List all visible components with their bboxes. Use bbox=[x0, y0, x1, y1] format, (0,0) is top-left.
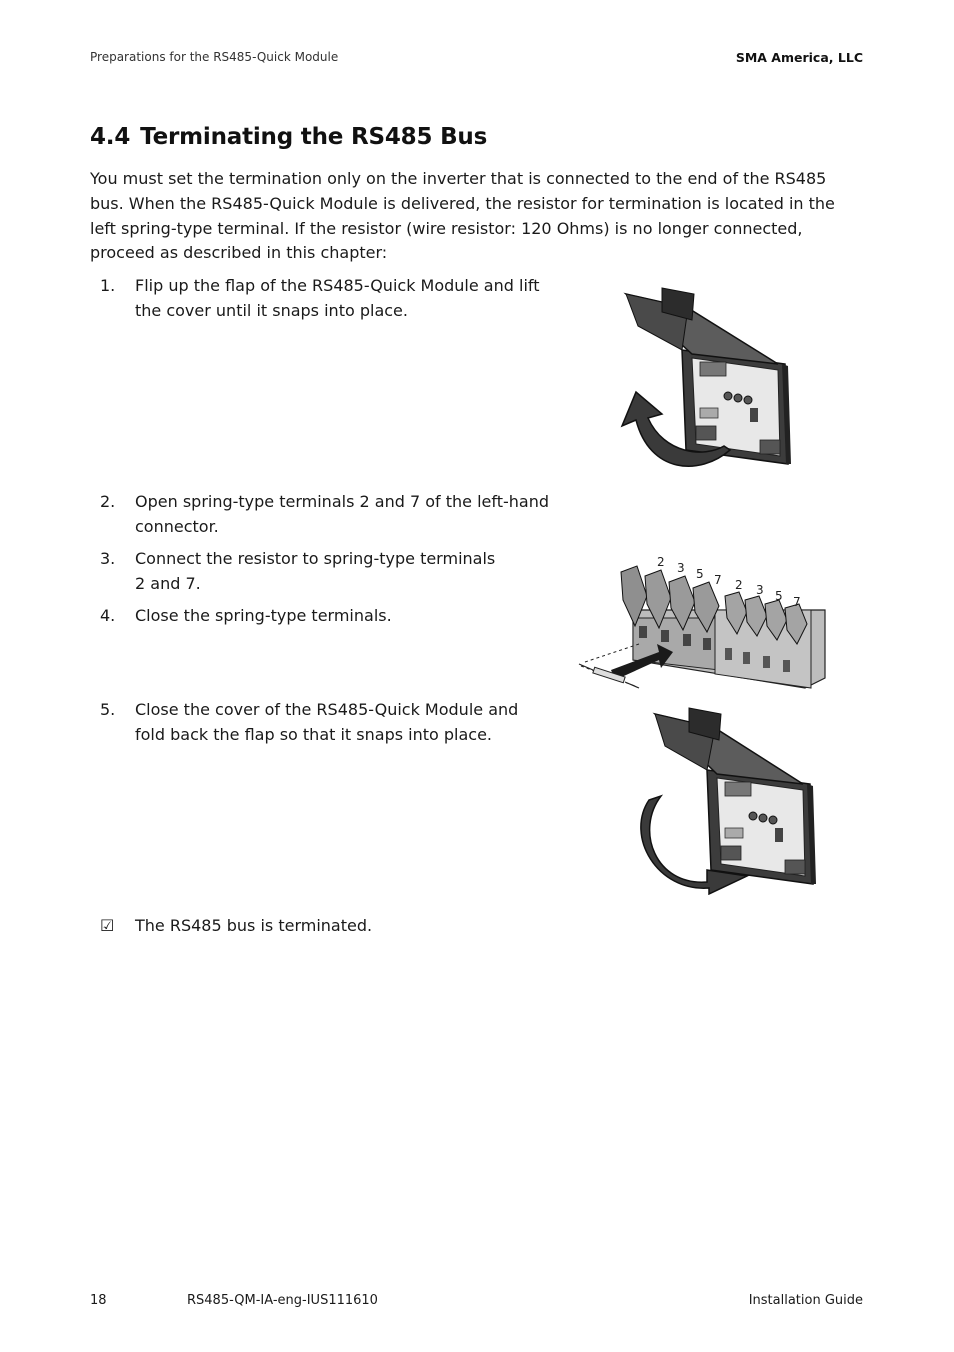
terminal-label: 3 bbox=[677, 561, 685, 575]
terminal-label: 2 bbox=[735, 578, 743, 592]
figure-terminal-block bbox=[575, 548, 835, 698]
step-text-line: Close the cover of the RS485-Quick Module and bbox=[135, 700, 519, 719]
step-number: 3. bbox=[100, 549, 116, 568]
step-text-line: the cover until it snaps into place. bbox=[135, 301, 408, 320]
result-text: The RS485 bus is terminated. bbox=[135, 916, 373, 935]
step-text-line: connector. bbox=[135, 517, 219, 536]
step-text-line: 2 and 7. bbox=[135, 574, 201, 593]
terminal-label: 5 bbox=[696, 567, 704, 581]
terminal-label: 3 bbox=[756, 583, 764, 597]
step-text-line: Connect the resistor to spring-type terminals bbox=[135, 549, 496, 568]
intro-paragraph: You must set the termination only on the inverter that is connected to the end of the RS485 bus. When the RS485-Quick Module is delivered, the resistor for termination is located in the left spring-type terminal. If the resistor (wire resistor: 120 Ohms) is no longer connected, proceed as described in this chapter: bbox=[90, 169, 835, 263]
step-text-line: Open spring-type terminals 2 and 7 of the left-hand bbox=[135, 492, 549, 511]
step-number: 4. bbox=[100, 606, 116, 625]
section-heading bbox=[90, 124, 487, 150]
step-text-line: Flip up the flap of the RS485-Quick Module and lift bbox=[135, 276, 540, 295]
step-number: 2. bbox=[100, 492, 116, 511]
terminal-label: 5 bbox=[775, 589, 783, 603]
footer-document-id: RS485-QM-IA-eng-IUS111610 bbox=[187, 1293, 378, 1308]
terminal-label: 2 bbox=[657, 555, 665, 569]
step-text-line: fold back the flap so that it snaps into place. bbox=[135, 725, 493, 744]
section-title: Terminating the RS485 Bus bbox=[140, 124, 488, 150]
terminal-label: 7 bbox=[714, 573, 722, 587]
header-company: SMA America, LLC bbox=[735, 50, 863, 65]
section-number: 4.4 bbox=[90, 124, 131, 150]
figure-open-cover bbox=[610, 280, 810, 470]
step-text-line: Close the spring-type terminals. bbox=[135, 606, 392, 625]
footer-document-type: Installation Guide bbox=[748, 1293, 863, 1308]
terminal-label: 7 bbox=[793, 595, 801, 609]
footer-page-number: 18 bbox=[90, 1293, 107, 1308]
checkbox-checked-icon: ☑ bbox=[100, 916, 115, 935]
step-number: 1. bbox=[100, 276, 116, 295]
figure-close-cover bbox=[635, 700, 835, 895]
header-section-title: Preparations for the RS485-Quick Module bbox=[90, 50, 339, 64]
step-number: 5. bbox=[100, 700, 116, 719]
